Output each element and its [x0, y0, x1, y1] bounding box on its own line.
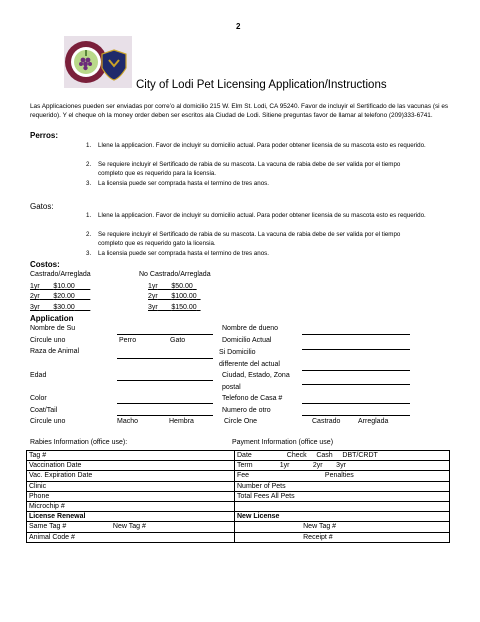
payment-cell[interactable]: Fee Penalties	[235, 471, 450, 481]
item-number: 2.	[86, 161, 92, 168]
alt-address-label: Si Domicilio	[219, 349, 256, 356]
rabies-cell[interactable]: Animal Code #	[27, 532, 235, 542]
city-state-zip-field[interactable]	[302, 384, 410, 385]
castrado-header: Castrado/Arreglada	[30, 271, 91, 278]
neuter-label: Circle One	[224, 418, 258, 425]
table-row	[27, 512, 450, 522]
fee-price: $50.00	[171, 283, 193, 290]
gatos-item	[86, 250, 426, 259]
age-label: Edad	[30, 372, 47, 379]
fee-row	[148, 283, 197, 290]
item-text: Llene la applicacion. Favor de incluyir su domicilio actual. Para poder obtener licensia de su mascota esto es requerido.	[98, 142, 426, 149]
gatos-heading: Gatos:	[30, 202, 54, 211]
fee-row	[30, 283, 90, 290]
page-number: 2	[236, 22, 241, 31]
coat-tail-label: Coat/Tail	[30, 407, 58, 414]
home-phone-label: Telefono de Casa #	[222, 395, 283, 402]
table-row	[27, 501, 450, 511]
age-field[interactable]	[117, 380, 213, 381]
fee-term: 3yr	[148, 304, 158, 311]
payment-cell[interactable]: Total Fees All Pets	[235, 491, 450, 501]
application-heading: Application	[30, 314, 74, 323]
item-text: Se requiere incluyir el Sertificado de rabia de su mascota. La vacuna de rabia debe de ser valida por el tiempo completo que es requerido para la licensia.	[98, 161, 401, 177]
table-row	[27, 461, 450, 471]
table-row	[27, 451, 450, 461]
payment-cell[interactable]	[235, 501, 450, 511]
item-number: 1.	[86, 142, 92, 149]
pet-name-label: Nombre de Su	[30, 325, 76, 332]
intro-paragraph: Las Applicaciones pueden ser enviadas por corre’o al domicilio 215 W. Elm St. Lodi, CA 95240. Favor de incluyir el Sertificado de las vacunas (si es requerido). Y el cheque oh la money order deben ser escritos ala Ciudad de Lodi. Sitiene preguntas favor de llamar al telefono (209)333-6741.	[30, 103, 449, 119]
gatos-item	[86, 212, 426, 221]
page-title: City of Lodi Pet Licensing Application/Instructions	[136, 79, 387, 91]
city-state-zip-label: Ciudad, Estado, Zona	[222, 372, 290, 379]
species-option-gato[interactable]: Gato	[170, 337, 186, 344]
rabies-cell[interactable]: Vac. Expiration Date	[27, 471, 235, 481]
costos-heading: Costos:	[30, 260, 60, 269]
fee-term: 2yr	[30, 293, 40, 300]
fee-term: 2yr	[148, 293, 158, 300]
rabies-cell[interactable]: Microchip #	[27, 501, 235, 511]
alt-address-field[interactable]	[302, 370, 410, 371]
table-row	[27, 522, 450, 532]
owner-name-field[interactable]	[302, 334, 410, 335]
gatos-item	[86, 231, 426, 249]
item-number: 1.	[86, 212, 92, 219]
perros-heading: Perros:	[30, 131, 59, 140]
sex-option-hembra[interactable]: Hembra	[169, 418, 194, 425]
item-number: 2.	[86, 231, 92, 238]
fee-row	[148, 304, 201, 311]
payment-cell[interactable]: New License	[235, 512, 450, 522]
color-label: Color	[30, 395, 47, 402]
fee-term: 1yr	[148, 283, 158, 290]
fee-term: 1yr	[30, 283, 40, 290]
alt-address-label-2: differente del actual	[219, 361, 280, 368]
payment-cell[interactable]: Term 1yr 2yr 3yr	[235, 461, 450, 471]
fee-row	[148, 293, 201, 300]
breed-label: Raza de Animal	[30, 348, 80, 355]
fee-price: $150.00	[171, 304, 197, 311]
payment-cell[interactable]: Date Check Cash DBT/CRDT	[235, 451, 450, 461]
home-phone-field[interactable]	[302, 403, 410, 404]
rabies-cell[interactable]: Same Tag # New Tag #	[27, 522, 235, 532]
payment-info-label: Payment Information (office use)	[232, 439, 334, 446]
item-number: 3.	[86, 180, 92, 187]
rabies-cell[interactable]: Clinic	[27, 481, 235, 491]
item-text: Se requiere incluyir el Sertificado de rabia de su mascota. La vacuna de rabia debe de ser valida por el tiempo completo que es requerido gato la licensia.	[98, 231, 401, 247]
pet-name-field[interactable]	[117, 334, 213, 335]
rabies-cell[interactable]: Phone	[27, 491, 235, 501]
rabies-cell[interactable]: Vaccination Date	[27, 461, 235, 471]
payment-cell[interactable]: New Tag #	[235, 522, 450, 532]
fee-term: 3yr	[30, 304, 40, 311]
breed-field[interactable]	[117, 358, 213, 359]
fee-price: $10.00	[53, 283, 75, 290]
payment-cell[interactable]: Receipt #	[235, 532, 450, 542]
neuter-option-arreglada[interactable]: Arreglada	[358, 418, 389, 425]
species-label: Circule uno	[30, 337, 66, 344]
current-address-label: Domicilio Actual	[222, 337, 272, 344]
fee-row	[30, 293, 90, 300]
species-option-perro[interactable]: Perro	[119, 337, 137, 344]
office-use-table	[26, 450, 450, 543]
table-row	[27, 491, 450, 501]
table-row	[27, 532, 450, 542]
payment-cell[interactable]: Number of Pets	[235, 481, 450, 491]
item-text: Llene la applicacion. Favor de incluyir su domicilio actual. Para poder obtener licensia de su mascota esto es requerido.	[98, 212, 426, 219]
owner-name-label: Nombre de dueno	[222, 325, 279, 332]
item-text: La licensia puede ser comprada hasta el termino de tres anos.	[98, 180, 269, 187]
rabies-cell[interactable]: Tag #	[27, 451, 235, 461]
other-number-label: Numero de otro	[222, 407, 271, 414]
postal-label: postal	[222, 384, 241, 391]
current-address-field[interactable]	[302, 349, 410, 350]
perros-item	[86, 180, 426, 189]
table-row	[27, 481, 450, 491]
coat-tail-field[interactable]	[117, 415, 213, 416]
item-text: La licensia puede ser comprada hasta el termino de tres anos.	[98, 250, 269, 257]
fee-price: $30.00	[53, 304, 75, 311]
fee-row	[30, 304, 90, 311]
neuter-option-castrado[interactable]: Castrado	[312, 418, 341, 425]
other-number-field[interactable]	[302, 415, 410, 416]
fee-price: $100.00	[171, 293, 197, 300]
rabies-cell[interactable]: License Renewal	[27, 512, 235, 522]
sex-option-macho[interactable]: Macho	[117, 418, 139, 425]
sex-label: Circule uno	[30, 418, 66, 425]
no-castrado-header: No Castrado/Arreglada	[139, 271, 211, 278]
fee-price: $20.00	[53, 293, 75, 300]
color-field[interactable]	[117, 403, 213, 404]
perros-item	[86, 142, 426, 151]
item-number: 3.	[86, 250, 92, 257]
perros-item	[86, 161, 426, 179]
city-of-lodi-logo	[64, 36, 132, 88]
rabies-info-label: Rabies Information (office use):	[30, 439, 128, 446]
table-row	[27, 471, 450, 481]
